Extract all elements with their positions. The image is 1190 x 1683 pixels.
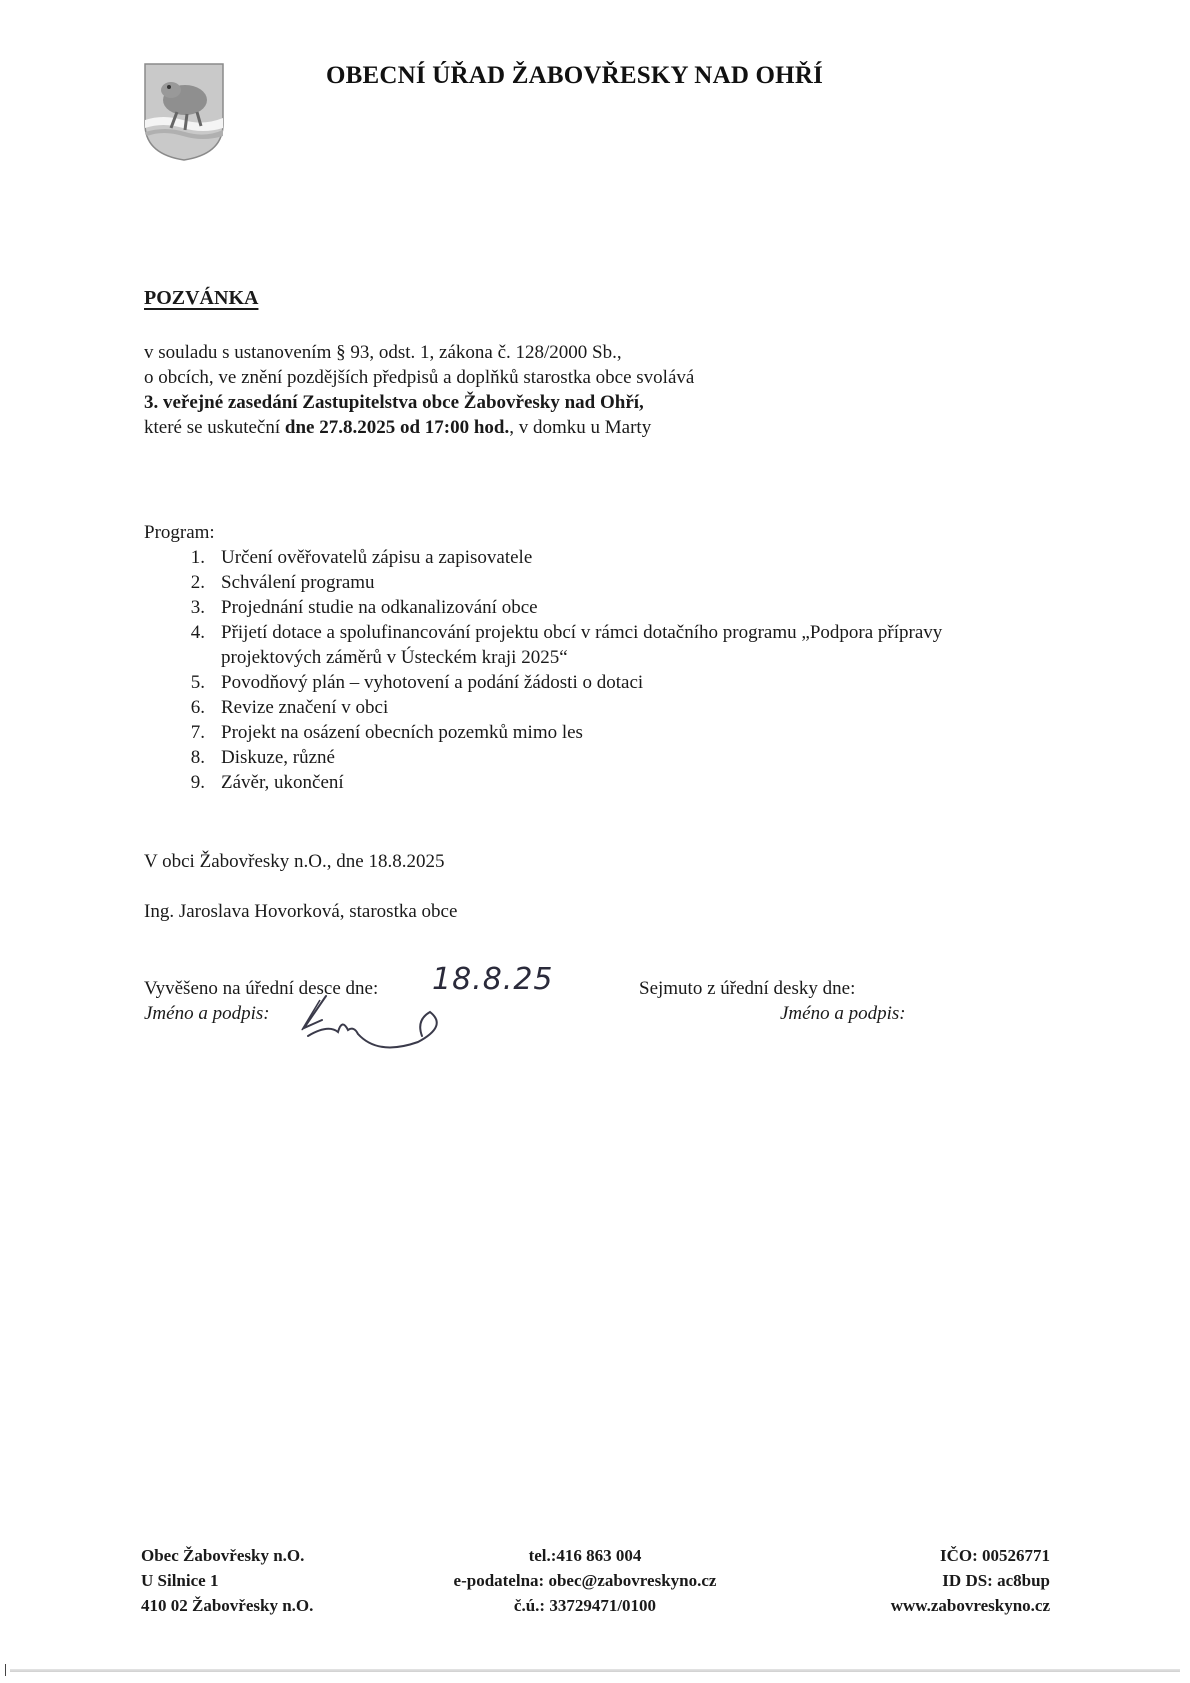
ico: IČO: 00526771 [939,1546,1050,1565]
footer-contacts [420,1543,750,1618]
handwritten-signature-icon [298,990,468,1060]
email: e-podatelna: obec@zabovreskyno.cz [453,1571,717,1590]
meeting-name: 3. veřejné zasedání Zastupitelstva obce Žabovřesky nad Ohří, [144,392,644,413]
website: www.zabovreskyno.cz [890,1596,1050,1615]
program-item: 3. Projednání studie na odkanalizování obce [190,597,538,618]
program-item: 7. Projekt na osázení obecních pozemků mimo les [190,722,583,743]
scan-edge-line [10,1669,1180,1672]
scan-edge-mark [5,1664,6,1676]
data-box-id: ID DS: ac8bup [942,1571,1050,1590]
program-item: 5. Povodňový plán – vyhotovení a podání žádosti o dotaci [190,672,644,693]
footer-address: Obec Žabovřesky n.O. U Silnice 1 410 02 Žabovřesky n.O. [141,1546,314,1615]
meeting-datetime: dne 27.8.2025 od 17:00 hod. [284,417,510,438]
meeting-date-place: které se uskuteční dne 27.8.2025 od 17:00 hod., v domku u Marty [144,417,652,438]
program-list [144,545,942,795]
program-item: 6. Revize značení v obci [190,697,389,718]
program-item: 2. Schválení programu [190,572,375,593]
program-item: 8. Diskuze, různé [190,747,335,768]
legal-basis-line: v souladu s ustanovením § 93, odst. 1, zákona č. 128/2000 Sb., [144,342,622,363]
program-item: 1. Určení ověřovatelů zápisu a zapisovatele [190,547,533,568]
office-title: OBECNÍ ÚŘAD ŽABOVŘESKY NAD OHŘÍ [326,62,823,89]
convener-line: o obcích, ve znění pozdějších předpisů a doplňků starostka obce svolává [144,367,695,388]
posted-date-handwritten: 18.8.25 [432,962,554,997]
program-label: Program: [144,522,215,543]
footer-ids [800,1543,1050,1618]
frog-coat-of-arms-icon [143,62,225,162]
bank-account: č.ú.: 33729471/0100 [513,1596,657,1615]
program-item: 9. Závěr, ukončení [190,772,344,793]
removed-label: Sejmuto z úřední desky dne: [639,978,856,999]
place-date: V obci Žabovřesky n.O., dne 18.8.2025 [144,851,445,872]
program-item: 4. Přijetí dotace a spolufinancování projektu obcí v rámci dotačního programu „Podpora přípravy projektových záměrů v Ústeckém kraji 2025“ [190,622,943,668]
name-signature-label: Jméno a podpis: [780,1003,906,1024]
phone: tel.:416 863 004 [528,1546,642,1565]
invitation-heading: POZVÁNKA [144,287,259,309]
signatory: Ing. Jaroslava Hovorková, starostka obce [144,901,458,922]
name-signature-label: Jméno a podpis: [144,1003,270,1024]
invitation-text [144,340,694,440]
posted-label: Vyvěšeno na úřední desce dne: [144,978,379,999]
